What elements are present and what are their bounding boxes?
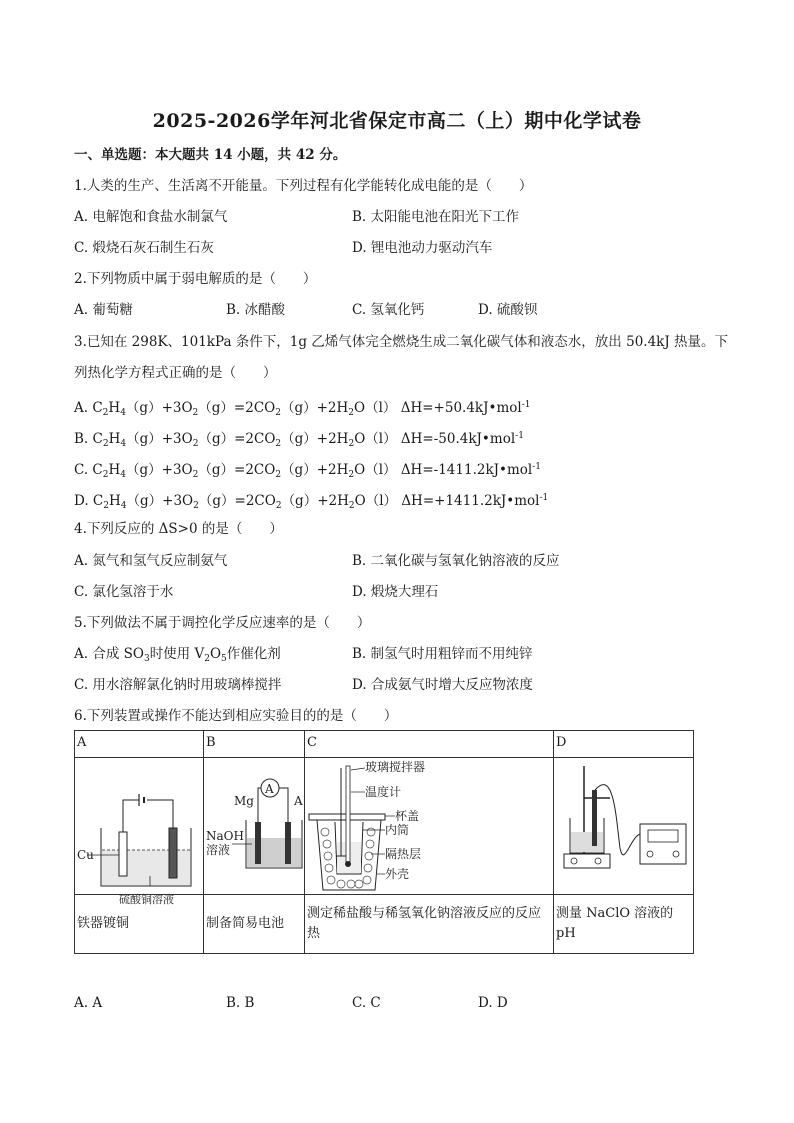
q1-option-d[interactable]: D. 锂电池动力驱动汽车: [352, 240, 493, 256]
q6-caption-c: 测定稀盐酸与稀氢氧化钠溶液反应的反应热: [304, 894, 554, 954]
q6-figure-b-cell: [203, 757, 305, 895]
q6-caption-a: 铁器镀铜: [74, 894, 204, 954]
q3-b-mid: （g）+3O: [126, 431, 193, 447]
q3-d-sub-co: 2: [275, 501, 282, 511]
naoh-label: NaOH: [206, 829, 244, 843]
q4-option-d[interactable]: D. 煅烧大理石: [352, 584, 439, 600]
q6-option-d[interactable]: D. D: [478, 995, 508, 1011]
q3-b-sub-h2: 2: [348, 439, 355, 449]
q6-caption-b: 制备简易电池: [203, 894, 305, 954]
ammeter-label: A: [265, 782, 274, 796]
q6-option-b[interactable]: B. B: [226, 995, 255, 1011]
q5-a-sub5: 5: [221, 654, 227, 664]
q6-option-a[interactable]: A. A: [74, 995, 103, 1011]
q4-option-c[interactable]: C. 氯化氢溶于水: [74, 584, 174, 600]
q6-stem: 6.下列装置或操作不能达到相应实验目的的是（ ）: [74, 708, 398, 724]
q3-c-sub-co: 2: [275, 470, 282, 480]
thermometer-label: 温度计: [365, 785, 402, 799]
q3-a-mid: （g）+3O: [125, 400, 193, 416]
q3-d-sub-o: 2: [193, 501, 199, 511]
q3-c-prefix: C. C: [74, 462, 103, 478]
q6-header-b: B: [203, 730, 305, 758]
q2-option-b[interactable]: B. 冰醋酸: [226, 302, 286, 318]
q3-b-sup: -1: [515, 431, 524, 441]
q5-option-d[interactable]: D. 合成氨气时增大反应物浓度: [352, 677, 533, 693]
q6-figure-a-cell: [74, 757, 204, 906]
q3-c-sub-c: 2: [102, 470, 109, 480]
q3-d-dh: ΔH=+1411.2kJ•mol: [401, 493, 540, 509]
q2-stem: 2.下列物质中属于弱电解质的是（ ）: [74, 271, 317, 287]
q3-b-mid2: （g）=2CO: [198, 431, 276, 447]
q6-caption-d: 测量 NaClO 溶液的 pH: [553, 894, 694, 954]
q3-b-sub-co: 2: [275, 439, 282, 449]
q1-option-b[interactable]: B. 太阳能电池在阳光下工作: [352, 209, 520, 225]
q3-a-mid4: O（l）: [354, 400, 397, 416]
section-heading: 一、单选题：本大题共 14 小题，共 42 分。: [74, 147, 347, 163]
q6-option-c[interactable]: C. C: [352, 995, 381, 1011]
q5-a-part1: A. 合成 SO: [74, 646, 144, 662]
q3-d-mid: （g）+3O: [126, 493, 194, 509]
q3-c-sub-h: 4: [120, 470, 127, 480]
q5-a-part3: O: [209, 646, 222, 662]
q3-d-sup: -1: [539, 493, 549, 503]
q6-figure-d-cell: [553, 757, 694, 895]
q6-header-c: C: [304, 730, 554, 758]
q3-b-sub-c: 2: [102, 439, 109, 449]
q3-c-mid4: O（l）: [354, 462, 397, 478]
q3-b-sub-o: 2: [192, 439, 199, 449]
q2-option-a[interactable]: A. 葡萄糖: [74, 302, 133, 318]
q3-a-dh: ΔH=+50.4kJ•mol: [400, 400, 522, 416]
q3-d-sub-h: 4: [120, 501, 127, 511]
q3-option-d[interactable]: [74, 489, 548, 515]
q2-option-d[interactable]: D. 硫酸钡: [478, 302, 538, 318]
q5-a-sub2: 2: [204, 654, 210, 664]
q3-a-sub-h2: 2: [348, 408, 355, 418]
q3-stem-line2: 列热化学方程式正确的是（ ）: [74, 365, 277, 381]
q3-d-sub-h2: 2: [348, 501, 355, 511]
q3-d-mid2: （g）=2CO: [198, 493, 276, 509]
q3-b-dh: ΔH=-50.4kJ•mol: [400, 431, 516, 447]
calorimeter-diagram: [305, 758, 553, 894]
exam-title: 2025-2026学年河北省保定市高二（上）期中化学试卷: [152, 110, 642, 132]
battery-diagram: [204, 758, 304, 894]
q3-d-mid4: O（l）: [354, 493, 398, 509]
q3-option-c[interactable]: [74, 458, 541, 484]
cuso4-label: 硫酸铜溶液: [119, 893, 174, 906]
q3-c-mid3: （g）+2H: [281, 462, 349, 478]
q3-c-sub-h2: 2: [348, 470, 355, 480]
q3-d-sub-c: 2: [103, 501, 109, 511]
q5-stem: 5.下列做法不属于调控化学反应速率的是（ ）: [74, 615, 371, 631]
cu-label: Cu: [77, 848, 94, 862]
q3-d-prefix: D. C: [74, 493, 104, 509]
q3-option-a[interactable]: [74, 396, 531, 422]
q3-a-mid3: （g）+2H: [280, 400, 349, 416]
q3-b-mid4: O（l）: [354, 431, 397, 447]
al-label: A: [294, 794, 303, 808]
q3-a-sub-c: 2: [102, 408, 109, 418]
q4-option-a[interactable]: A. 氮气和氢气反应制氨气: [74, 553, 228, 569]
q3-b-h: H: [108, 431, 121, 447]
q5-a-part2: 时使用 V: [149, 646, 205, 662]
insulation-label: 隔热层: [385, 847, 422, 861]
q5-option-b[interactable]: B. 制氢气时用粗锌而不用纯锌: [352, 646, 533, 662]
q1-stem: 1.人类的生产、生活离不开能量。下列过程有化学能转化成电能的是（ ）: [74, 178, 533, 194]
solution-label: 溶液: [206, 843, 231, 857]
q3-a-mid2: （g）=2CO: [198, 400, 276, 416]
q2-option-c[interactable]: C. 氢氧化钙: [352, 302, 425, 318]
q6-figure-c-cell: [304, 757, 554, 895]
q3-b-prefix: B. C: [74, 431, 103, 447]
q4-stem: 4.下列反应的 ΔS>0 的是（ ）: [74, 521, 283, 537]
q3-a-sub-h: 4: [120, 408, 126, 418]
inner-vessel-label: 内筒: [385, 823, 410, 837]
q3-c-dh: ΔH=-1411.2kJ•mol: [400, 462, 533, 478]
shell-label: 外壳: [385, 867, 410, 881]
ph-meter-diagram: [554, 758, 693, 894]
q1-option-a[interactable]: A. 电解饱和食盐水制氯气: [74, 209, 228, 225]
mg-label: Mg: [234, 794, 254, 808]
q5-a-part4: 作催化剂: [226, 646, 281, 662]
q3-a-sub-o: 2: [192, 408, 199, 418]
q3-a-sub-co: 2: [275, 408, 281, 418]
electroplating-diagram: [75, 758, 203, 906]
lid-label: 杯盖: [395, 809, 420, 823]
q3-c-sup: -1: [532, 462, 542, 472]
q4-option-b[interactable]: B. 二氧化碳与氢氧化钠溶液的反应: [352, 553, 560, 569]
q3-stem-line1: 3.已知在 298K、101kPa 条件下，1g 乙烯气体完全燃烧生成二氧化碳气体和液态水，放出 50.4kJ 热量。下: [74, 334, 729, 350]
q3-option-b[interactable]: [74, 427, 524, 453]
q3-c-mid2: （g）=2CO: [198, 462, 276, 478]
q5-option-c[interactable]: C. 用水溶解氯化钠时用玻璃棒搅拌: [74, 677, 282, 693]
stirrer-label: 玻璃搅拌器: [365, 760, 426, 774]
q1-option-c[interactable]: C. 煅烧石灰石制生石灰: [74, 240, 214, 256]
q6-apparatus-table: [74, 730, 694, 954]
q5-option-a[interactable]: [74, 645, 281, 668]
q3-a-sup: -1: [521, 400, 531, 410]
q3-a-prefix: A. C: [74, 400, 103, 416]
q3-b-mid3: （g）+2H: [281, 431, 349, 447]
q3-a-h: H: [108, 400, 121, 416]
q3-c-mid: （g）+3O: [126, 462, 193, 478]
q3-b-sub-h: 4: [120, 439, 127, 449]
q6-header-a: A: [74, 730, 204, 758]
q5-a-sub3: 3: [143, 654, 150, 664]
q3-c-sub-o: 2: [192, 470, 199, 480]
q3-d-h: H: [109, 493, 121, 509]
q3-d-mid3: （g）+2H: [281, 493, 349, 509]
q6-header-d: D: [553, 730, 694, 758]
q3-c-h: H: [108, 462, 121, 478]
